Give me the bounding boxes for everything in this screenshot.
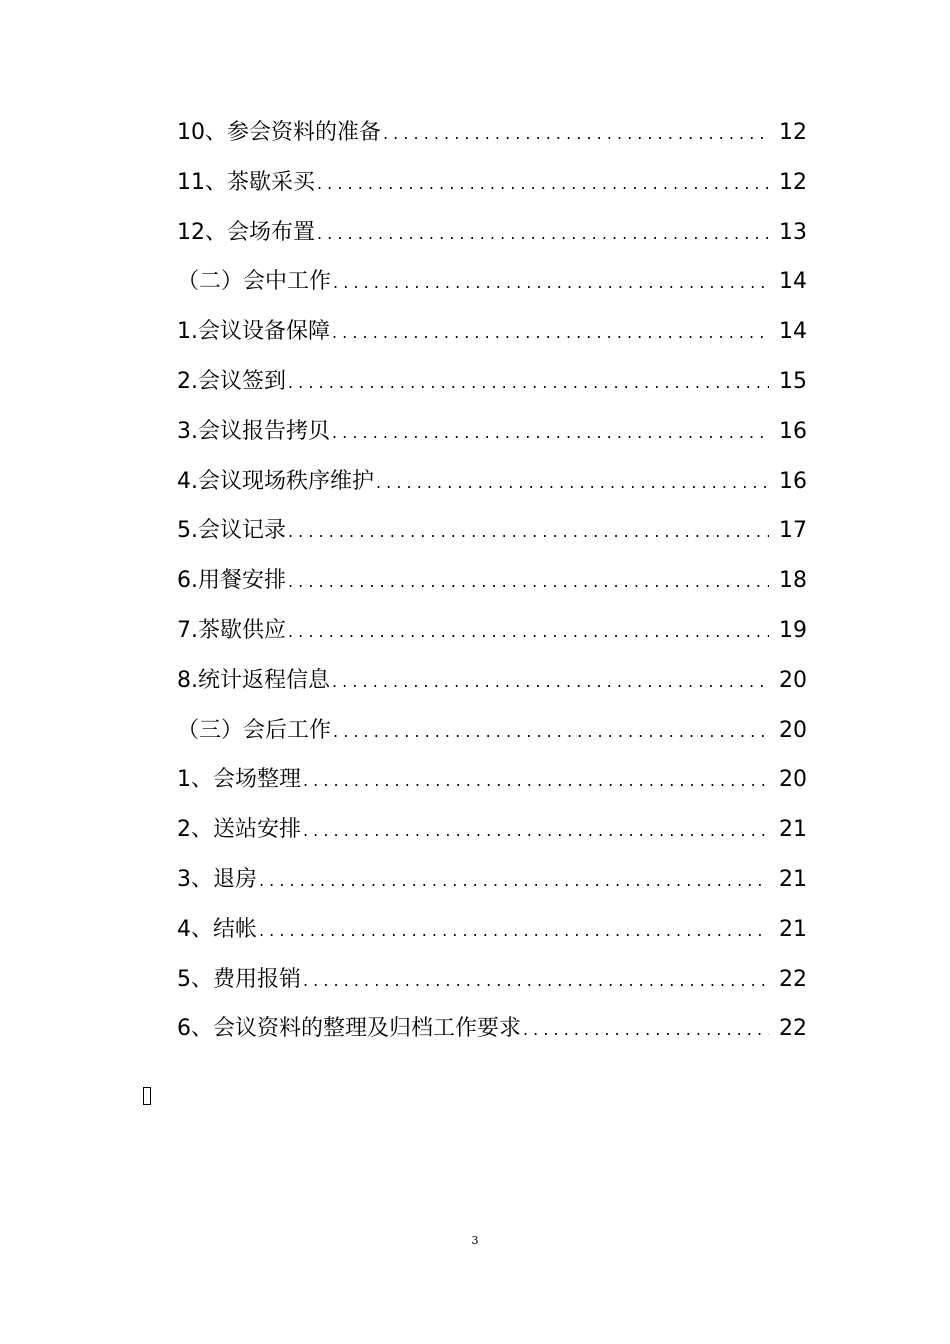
toc-dot-leader [333,258,769,308]
toc-entry-label: 11、茶歇采买 [177,169,315,195]
toc-dot-leader [333,707,769,757]
toc-entry-page: 22 [779,966,807,992]
toc-entry-label: 7.茶歇供应 [177,617,286,643]
toc-dot-leader [288,607,769,657]
toc-dot-leader [332,408,769,458]
toc-entry[interactable] [177,606,807,656]
toc-entry[interactable] [177,307,807,357]
toc-entry-page: 21 [779,817,807,843]
toc-entry-page: 19 [779,617,807,643]
toc-entry-label: 3、退房 [177,866,257,892]
toc-entry[interactable] [177,407,807,457]
toc-entry-label: 2.会议签到 [177,368,286,394]
toc-entry[interactable] [177,257,807,307]
toc-dot-leader [288,557,769,607]
toc-entry-page: 20 [779,767,807,793]
toc-entry-page: 22 [779,1016,807,1042]
toc-entry-label: 10、参会资料的准备 [177,120,381,145]
page-number: 3 [471,1234,479,1247]
toc-dot-leader [383,109,769,159]
toc-dot-leader [259,856,769,906]
toc-entry-label: 1.会议设备保障 [177,319,330,345]
toc-entry-label: 8.统计返程信息 [177,667,330,693]
toc-entry[interactable] [177,656,807,706]
toc-entry-label: 4、结帐 [177,916,257,942]
toc-entry-page: 17 [779,518,807,544]
toc-entry[interactable] [177,805,807,855]
toc-entry[interactable] [177,506,807,556]
toc-entry[interactable] [177,556,807,606]
toc-entry-page: 20 [779,667,807,693]
toc-entry[interactable] [177,955,807,1005]
missing-glyph-box [143,1087,151,1105]
toc-entry-label: 5.会议记录 [177,518,286,544]
table-of-contents [177,108,807,1054]
toc-entry-label: （三）会后工作 [177,717,332,743]
toc-entry-label: 2、送站安排 [177,817,301,843]
toc-entry-page: 14 [779,319,807,345]
toc-dot-leader [303,756,769,806]
toc-entry-page: 14 [779,269,807,295]
toc-dot-leader [288,507,769,557]
toc-dot-leader [332,308,769,358]
toc-dot-leader [317,159,769,209]
toc-entry[interactable] [177,108,807,158]
toc-dot-leader [288,358,769,408]
toc-entry-label: （二）会中工作 [177,269,332,295]
toc-dot-leader [259,906,769,956]
toc-entry-page: 16 [779,468,807,494]
toc-entry[interactable] [177,755,807,805]
toc-dot-leader [303,956,769,1006]
toc-entry[interactable] [177,158,807,208]
toc-entry-page: 13 [779,219,807,245]
toc-entry[interactable] [177,1004,807,1054]
toc-entry-page: 16 [779,418,807,444]
toc-entry[interactable] [177,357,807,407]
toc-entry-label: 6、会议资料的整理及归档工作要求 [177,1016,521,1042]
toc-entry-label: 12、会场布置 [177,219,315,245]
toc-entry-page: 12 [779,120,807,145]
toc-entry-label: 5、费用报销 [177,966,301,992]
toc-dot-leader [303,806,769,856]
toc-entry[interactable] [177,706,807,756]
toc-entry-label: 3.会议报告拷贝 [177,418,330,444]
toc-entry-page: 12 [779,169,807,195]
toc-entry[interactable] [177,457,807,507]
toc-entry-page: 21 [779,916,807,942]
toc-dot-leader [376,458,769,508]
toc-entry-page: 20 [779,717,807,743]
toc-entry-label: 1、会场整理 [177,767,301,793]
toc-dot-leader [317,209,769,259]
toc-entry-label: 6.用餐安排 [177,568,286,594]
toc-dot-leader [332,657,769,707]
toc-entry-page: 15 [779,368,807,394]
toc-entry-label: 4.会议现场秩序维护 [177,468,374,494]
toc-entry[interactable] [177,905,807,955]
toc-entry-page: 18 [779,568,807,594]
toc-entry[interactable] [177,855,807,905]
toc-entry[interactable] [177,208,807,258]
toc-entry-page: 21 [779,866,807,892]
toc-dot-leader [523,1005,769,1055]
